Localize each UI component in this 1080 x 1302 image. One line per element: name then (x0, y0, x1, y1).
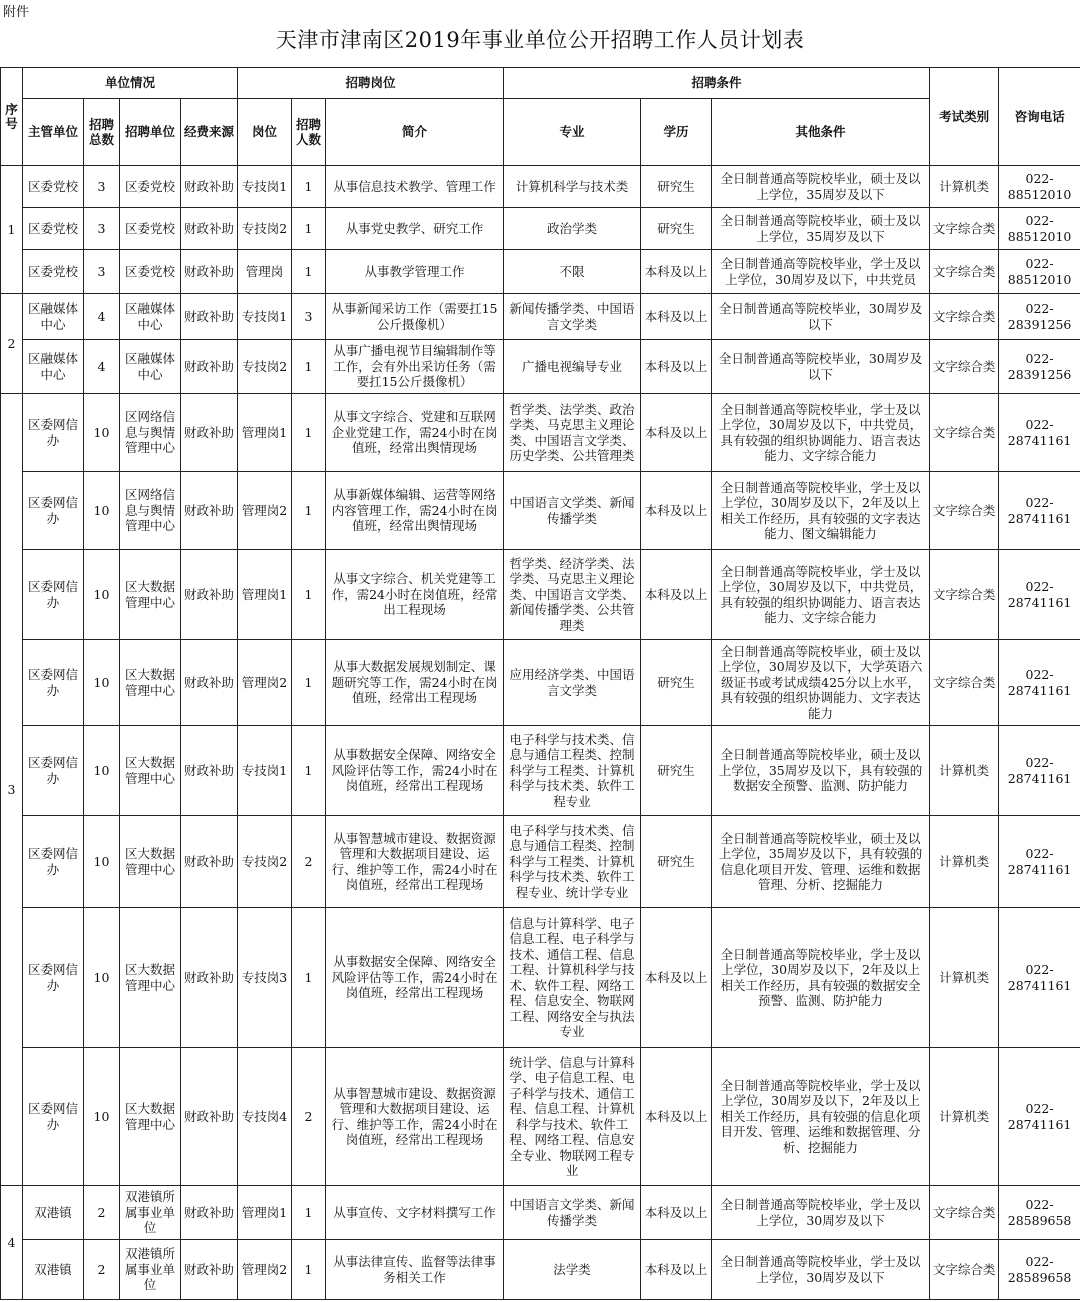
post-cell: 专技岗1 (238, 294, 292, 340)
attachment-label: 附件 (3, 5, 30, 20)
dept-cell: 双港镇 (23, 1240, 84, 1300)
table-row (1, 208, 1080, 250)
total-cell: 2 (84, 1186, 120, 1240)
post-cell: 专技岗3 (238, 908, 292, 1048)
phone-cell: 022-28741161 (999, 640, 1080, 726)
header-row-columns (1, 99, 1080, 166)
other-cell: 全日制普通高等院校毕业，30周岁及以下 (712, 294, 930, 340)
phone-cell: 022-28741161 (999, 550, 1080, 640)
phone-cell: 022-28589658 (999, 1186, 1080, 1240)
table-row (1, 250, 1080, 294)
dept-cell: 双港镇 (23, 1186, 84, 1240)
count-cell: 1 (292, 1186, 326, 1240)
post-cell: 专技岗1 (238, 166, 292, 208)
post-cell: 专技岗2 (238, 340, 292, 394)
header-count: 招聘人数 (292, 99, 326, 166)
unit-cell: 区网络信息与舆情管理中心 (120, 394, 181, 472)
table-row (1, 340, 1080, 394)
major-cell: 电子科学与技术类、信息与通信工程类、控制科学与工程类、计算机科学与技术类、软件工程专业 (504, 726, 641, 816)
unit-cell: 双港镇所属事业单位 (120, 1186, 181, 1240)
post-cell: 专技岗2 (238, 208, 292, 250)
table-row (1, 640, 1080, 726)
count-cell: 1 (292, 250, 326, 294)
header-unit: 招聘单位 (120, 99, 181, 166)
dept-cell: 区委网信办 (23, 726, 84, 816)
other-cell: 全日制普通高等院校毕业，硕士及以上学位，30周岁及以下，大学英语六级证书或考试成绩425分以上水平，具有较强的组织协调能力、文字表达能力 (712, 640, 930, 726)
major-cell: 政治学类 (504, 208, 641, 250)
unit-cell: 区大数据管理中心 (120, 816, 181, 908)
other-cell: 全日制普通高等院校毕业，学士及以上学位，30周岁及以下，中共党员，具有较强的组织协调能力、语言表达能力、文字综合能力 (712, 550, 930, 640)
unit-cell: 区委党校 (120, 208, 181, 250)
fund-cell: 财政补助 (181, 550, 238, 640)
header-unit-group: 单位情况 (23, 68, 238, 99)
total-cell: 10 (84, 1048, 120, 1186)
unit-cell: 区大数据管理中心 (120, 908, 181, 1048)
exam-cell: 计算机类 (930, 166, 999, 208)
count-cell: 1 (292, 208, 326, 250)
count-cell: 1 (292, 726, 326, 816)
count-cell: 2 (292, 1048, 326, 1186)
intro-cell: 从事文字综合、机关党建等工作，需24小时在岗值班，经常出工程现场 (326, 550, 504, 640)
table-row (1, 166, 1080, 208)
edu-cell: 研究生 (641, 816, 712, 908)
major-cell: 新闻传播学类、中国语言文学类 (504, 294, 641, 340)
other-cell: 全日制普通高等院校毕业，学士及以上学位，30周岁及以下，2年及以上相关工作经历，具有较强的文字表达能力、图文编辑能力 (712, 472, 930, 550)
phone-cell: 022-28589658 (999, 1240, 1080, 1300)
fund-cell: 财政补助 (181, 166, 238, 208)
other-cell: 全日制普通高等院校毕业，学士及以上学位，30周岁及以下，中共党员 (712, 250, 930, 294)
other-cell: 全日制普通高等院校毕业，学士及以上学位，30周岁及以下，中共党员，具有较强的组织协调能力、语言表达能力、文字综合能力 (712, 394, 930, 472)
intro-cell: 从事信息技术教学、管理工作 (326, 166, 504, 208)
edu-cell: 本科及以上 (641, 1048, 712, 1186)
intro-cell: 从事党史教学、研究工作 (326, 208, 504, 250)
major-cell: 哲学类、法学类、政治学类、马克思主义理论类、中国语言文学类、历史学类、公共管理类 (504, 394, 641, 472)
header-intro: 简介 (326, 99, 504, 166)
edu-cell: 本科及以上 (641, 294, 712, 340)
other-cell: 全日制普通高等院校毕业，硕士及以上学位，35周岁及以下 (712, 166, 930, 208)
dept-cell: 区融媒体中心 (23, 294, 84, 340)
intro-cell: 从事大数据发展规划制定、课题研究等工作，需24小时在岗值班，经常出工程现场 (326, 640, 504, 726)
fund-cell: 财政补助 (181, 908, 238, 1048)
total-cell: 2 (84, 1240, 120, 1300)
edu-cell: 研究生 (641, 208, 712, 250)
edu-cell: 研究生 (641, 726, 712, 816)
header-dept: 主管单位 (23, 99, 84, 166)
total-cell: 3 (84, 208, 120, 250)
intro-cell: 从事新闻采访工作（需要扛15公斤摄像机） (326, 294, 504, 340)
header-exam: 考试类别 (930, 68, 999, 166)
major-cell: 不限 (504, 250, 641, 294)
fund-cell: 财政补助 (181, 640, 238, 726)
post-cell: 管理岗1 (238, 550, 292, 640)
edu-cell: 本科及以上 (641, 340, 712, 394)
dept-cell: 区融媒体中心 (23, 340, 84, 394)
count-cell: 1 (292, 640, 326, 726)
post-cell: 管理岗 (238, 250, 292, 294)
unit-cell: 区大数据管理中心 (120, 550, 181, 640)
fund-cell: 财政补助 (181, 726, 238, 816)
other-cell: 全日制普通高等院校毕业，学士及以上学位，30周岁及以下 (712, 1240, 930, 1300)
phone-cell: 022-28741161 (999, 1048, 1080, 1186)
phone-cell: 022-28741161 (999, 394, 1080, 472)
exam-cell: 计算机类 (930, 908, 999, 1048)
edu-cell: 本科及以上 (641, 472, 712, 550)
major-cell: 广播电视编导专业 (504, 340, 641, 394)
count-cell: 1 (292, 908, 326, 1048)
total-cell: 3 (84, 250, 120, 294)
unit-cell: 区网络信息与舆情管理中心 (120, 472, 181, 550)
seq-cell: 3 (1, 394, 23, 1186)
header-edu: 学历 (641, 99, 712, 166)
major-cell: 哲学类、经济学类、法学类、马克思主义理论类、中国语言文学类、新闻传播学类、公共管理类 (504, 550, 641, 640)
count-cell: 1 (292, 394, 326, 472)
intro-cell: 从事教学管理工作 (326, 250, 504, 294)
intro-cell: 从事法律宣传、监督等法律事务相关工作 (326, 1240, 504, 1300)
dept-cell: 区委网信办 (23, 816, 84, 908)
major-cell: 电子科学与技术类、信息与通信工程类、控制科学与工程类、计算机科学与技术类、软件工程专业、统计学专业 (504, 816, 641, 908)
edu-cell: 研究生 (641, 166, 712, 208)
exam-cell: 文字综合类 (930, 250, 999, 294)
phone-cell: 022-88512010 (999, 208, 1080, 250)
header-other: 其他条件 (712, 99, 930, 166)
fund-cell: 财政补助 (181, 472, 238, 550)
header-total: 招聘总数 (84, 99, 120, 166)
other-cell: 全日制普通高等院校毕业，学士及以上学位，30周岁及以下 (712, 1186, 930, 1240)
fund-cell: 财政补助 (181, 250, 238, 294)
edu-cell: 本科及以上 (641, 1186, 712, 1240)
count-cell: 1 (292, 472, 326, 550)
table-row (1, 1048, 1080, 1186)
total-cell: 4 (84, 340, 120, 394)
major-cell: 统计学、信息与计算科学、电子信息工程、电子科学与技术、通信工程、信息工程、计算机科学与技术、软件工程、网络工程、信息安全专业、物联网工程专业 (504, 1048, 641, 1186)
phone-cell: 022-88512010 (999, 166, 1080, 208)
document-title: 天津市津南区2019年事业单位公开招聘工作人员计划表 (275, 28, 805, 52)
post-cell: 管理岗2 (238, 472, 292, 550)
exam-cell: 文字综合类 (930, 294, 999, 340)
post-cell: 管理岗2 (238, 1240, 292, 1300)
phone-cell: 022-28741161 (999, 472, 1080, 550)
exam-cell: 计算机类 (930, 816, 999, 908)
major-cell: 中国语言文学类、新闻传播学类 (504, 1186, 641, 1240)
phone-cell: 022-28741161 (999, 908, 1080, 1048)
fund-cell: 财政补助 (181, 294, 238, 340)
table-row (1, 472, 1080, 550)
header-post: 岗位 (238, 99, 292, 166)
intro-cell: 从事广播电视节目编辑制作等工作，会有外出采访任务（需要扛15公斤摄像机） (326, 340, 504, 394)
total-cell: 3 (84, 166, 120, 208)
exam-cell: 计算机类 (930, 726, 999, 816)
unit-cell: 区融媒体中心 (120, 340, 181, 394)
total-cell: 10 (84, 550, 120, 640)
unit-cell: 区委党校 (120, 166, 181, 208)
intro-cell: 从事数据安全保障、网络安全风险评估等工作，需24小时在岗值班，经常出工程现场 (326, 908, 504, 1048)
exam-cell: 文字综合类 (930, 640, 999, 726)
edu-cell: 研究生 (641, 640, 712, 726)
count-cell: 1 (292, 1240, 326, 1300)
table-row (1, 550, 1080, 640)
post-cell: 管理岗1 (238, 394, 292, 472)
dept-cell: 区委网信办 (23, 394, 84, 472)
table-row (1, 816, 1080, 908)
other-cell: 全日制普通高等院校毕业，硕士及以上学位，35周岁及以下，具有较强的数据安全预警、监测、防护能力 (712, 726, 930, 816)
total-cell: 10 (84, 394, 120, 472)
total-cell: 10 (84, 816, 120, 908)
seq-cell: 4 (1, 1186, 23, 1300)
count-cell: 3 (292, 294, 326, 340)
exam-cell: 文字综合类 (930, 208, 999, 250)
phone-cell: 022-28741161 (999, 816, 1080, 908)
header-fund: 经费来源 (181, 99, 238, 166)
exam-cell: 文字综合类 (930, 340, 999, 394)
fund-cell: 财政补助 (181, 394, 238, 472)
exam-cell: 文字综合类 (930, 550, 999, 640)
other-cell: 全日制普通高等院校毕业，30周岁及以下 (712, 340, 930, 394)
unit-cell: 区融媒体中心 (120, 294, 181, 340)
post-cell: 专技岗1 (238, 726, 292, 816)
dept-cell: 区委网信办 (23, 1048, 84, 1186)
count-cell: 1 (292, 166, 326, 208)
unit-cell: 双港镇所属事业单位 (120, 1240, 181, 1300)
other-cell: 全日制普通高等院校毕业，硕士及以上学位，35周岁及以下，具有较强的信息化项目开发、管理、运维和数据管理、分析、挖掘能力 (712, 816, 930, 908)
exam-cell: 文字综合类 (930, 472, 999, 550)
count-cell: 1 (292, 340, 326, 394)
post-cell: 专技岗2 (238, 816, 292, 908)
unit-cell: 区大数据管理中心 (120, 640, 181, 726)
major-cell: 信息与计算科学、电子信息工程、电子科学与技术、通信工程、信息工程、计算机科学与技术、软件工程、网络工程、信息安全、物联网工程、网络安全与执法专业 (504, 908, 641, 1048)
intro-cell: 从事宣传、文字材料撰写工作 (326, 1186, 504, 1240)
intro-cell: 从事新媒体编辑、运营等网络内容管理工作，需24小时在岗值班，经常出舆情现场 (326, 472, 504, 550)
table-row (1, 294, 1080, 340)
fund-cell: 财政补助 (181, 1240, 238, 1300)
intro-cell: 从事智慧城市建设、数据资源管理和大数据项目建设、运行、维护等工作，需24小时在岗值班，经常出工程现场 (326, 816, 504, 908)
edu-cell: 本科及以上 (641, 394, 712, 472)
dept-cell: 区委网信办 (23, 640, 84, 726)
table-row (1, 1186, 1080, 1240)
total-cell: 10 (84, 472, 120, 550)
intro-cell: 从事数据安全保障、网络安全风险评估等工作，需24小时在岗值班，经常出工程现场 (326, 726, 504, 816)
total-cell: 10 (84, 908, 120, 1048)
dept-cell: 区委网信办 (23, 550, 84, 640)
dept-cell: 区委党校 (23, 250, 84, 294)
major-cell: 中国语言文学类、新闻传播学类 (504, 472, 641, 550)
header-post-group: 招聘岗位 (238, 68, 504, 99)
fund-cell: 财政补助 (181, 1186, 238, 1240)
edu-cell: 本科及以上 (641, 1240, 712, 1300)
count-cell: 2 (292, 816, 326, 908)
unit-cell: 区委党校 (120, 250, 181, 294)
table-row (1, 394, 1080, 472)
dept-cell: 区委党校 (23, 166, 84, 208)
fund-cell: 财政补助 (181, 1048, 238, 1186)
total-cell: 10 (84, 640, 120, 726)
other-cell: 全日制普通高等院校毕业，学士及以上学位，30周岁及以下，2年及以上相关工作经历，具有较强的信息化项目开发、管理、运维和数据管理、分析、挖掘能力 (712, 1048, 930, 1186)
header-phone: 咨询电话 (999, 68, 1080, 166)
dept-cell: 区委党校 (23, 208, 84, 250)
intro-cell: 从事文字综合、党建和互联网企业党建工作，需24小时在岗值班，经常出舆情现场 (326, 394, 504, 472)
exam-cell: 文字综合类 (930, 1240, 999, 1300)
post-cell: 管理岗1 (238, 1186, 292, 1240)
seq-cell: 1 (1, 166, 23, 294)
header-cond-group: 招聘条件 (504, 68, 930, 99)
other-cell: 全日制普通高等院校毕业，学士及以上学位，30周岁及以下，2年及以上相关工作经历，具有较强的数据安全预警、监测、防护能力 (712, 908, 930, 1048)
major-cell: 法学类 (504, 1240, 641, 1300)
edu-cell: 本科及以上 (641, 250, 712, 294)
unit-cell: 区大数据管理中心 (120, 726, 181, 816)
total-cell: 10 (84, 726, 120, 816)
dept-cell: 区委网信办 (23, 472, 84, 550)
exam-cell: 文字综合类 (930, 1186, 999, 1240)
table-row (1, 908, 1080, 1048)
post-cell: 专技岗4 (238, 1048, 292, 1186)
header-seq: 序号 (1, 68, 23, 166)
phone-cell: 022-88512010 (999, 250, 1080, 294)
post-cell: 管理岗2 (238, 640, 292, 726)
count-cell: 1 (292, 550, 326, 640)
exam-cell: 计算机类 (930, 1048, 999, 1186)
header-major: 专业 (504, 99, 641, 166)
major-cell: 应用经济学类、中国语言文学类 (504, 640, 641, 726)
phone-cell: 022-28391256 (999, 340, 1080, 394)
edu-cell: 本科及以上 (641, 908, 712, 1048)
seq-cell: 2 (1, 294, 23, 394)
table-row (1, 726, 1080, 816)
header-row-group (1, 68, 1080, 99)
table-row (1, 1240, 1080, 1300)
recruitment-plan-table (0, 67, 1080, 1300)
major-cell: 计算机科学与技术类 (504, 166, 641, 208)
exam-cell: 文字综合类 (930, 394, 999, 472)
edu-cell: 本科及以上 (641, 550, 712, 640)
phone-cell: 022-28741161 (999, 726, 1080, 816)
fund-cell: 财政补助 (181, 208, 238, 250)
intro-cell: 从事智慧城市建设、数据资源管理和大数据项目建设、运行、维护等工作，需24小时在岗值班，经常出工程现场 (326, 1048, 504, 1186)
phone-cell: 022-28391256 (999, 294, 1080, 340)
unit-cell: 区大数据管理中心 (120, 1048, 181, 1186)
fund-cell: 财政补助 (181, 816, 238, 908)
total-cell: 4 (84, 294, 120, 340)
dept-cell: 区委网信办 (23, 908, 84, 1048)
fund-cell: 财政补助 (181, 340, 238, 394)
other-cell: 全日制普通高等院校毕业，硕士及以上学位，35周岁及以下 (712, 208, 930, 250)
